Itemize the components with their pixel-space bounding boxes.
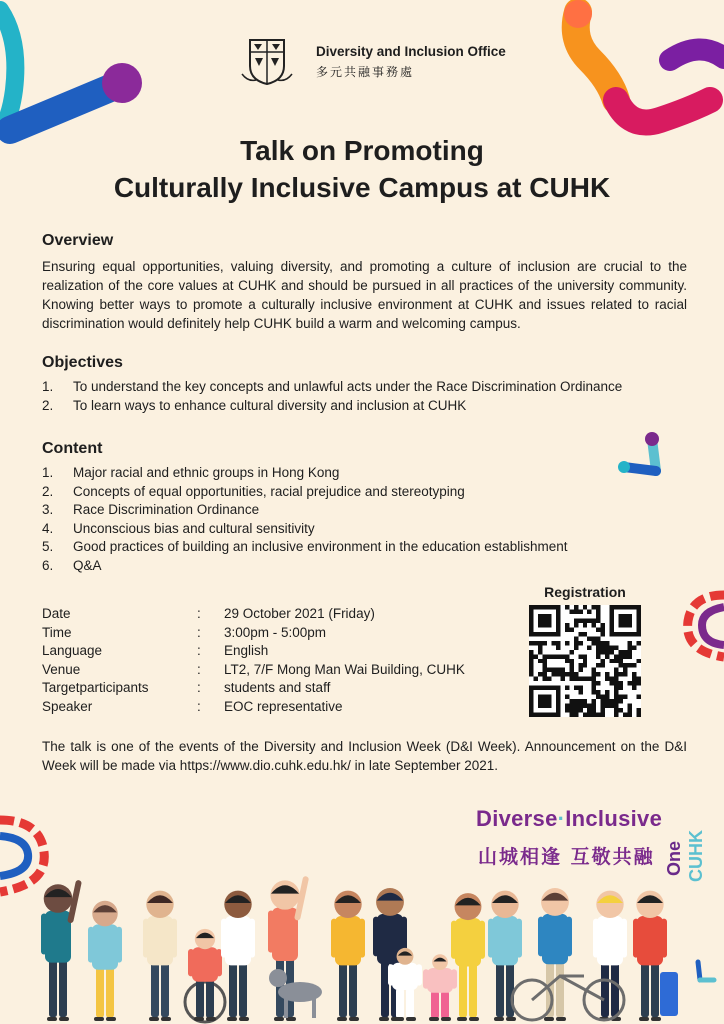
cuhk-crest-icon xyxy=(240,36,294,86)
detail-label: Targetparticipants xyxy=(42,680,149,696)
item-number: 1. xyxy=(42,379,54,394)
list-item xyxy=(42,501,568,520)
detail-value: 3:00pm - 5:00pm xyxy=(224,624,327,640)
detail-separator: : xyxy=(197,661,201,677)
item-number: 4. xyxy=(42,520,54,536)
footnote-text: The talk is one of the events of the Diversity and Inclusion Week (D&I Week). Announcement on the D&I Week will be made via https://www.dio.cuhk.edu.hk/ in late September 2021. xyxy=(42,739,687,773)
detail-value: English xyxy=(224,643,269,659)
detail-label: Date xyxy=(42,606,71,621)
item-text: To understand the key concepts and unlawful acts under the Race Discrimination Ordinance xyxy=(73,379,623,394)
office-header xyxy=(238,34,506,86)
detail-separator: : xyxy=(197,624,201,640)
item-number: 3. xyxy=(42,502,54,517)
list-item xyxy=(42,520,568,539)
detail-separator: : xyxy=(197,698,201,714)
top-right-ribbon-decoration xyxy=(540,0,724,150)
detail-row-venue xyxy=(42,661,502,680)
top-left-ribbon-decoration xyxy=(0,0,160,150)
item-text: Q&A xyxy=(73,557,102,573)
overview-heading: Overview xyxy=(42,232,114,249)
list-item xyxy=(42,483,568,502)
detail-label: Speaker xyxy=(42,698,93,714)
list-item xyxy=(42,557,568,576)
item-text: Unconscious bias and cultural sensitivity xyxy=(73,520,315,536)
item-text: Major racial and ethnic groups in Hong Kong xyxy=(73,465,340,480)
right-tick-decoration xyxy=(610,425,670,485)
office-name-en: Diversity and Inclusion Office xyxy=(316,44,506,59)
detail-separator: : xyxy=(197,680,201,696)
item-number: 2. xyxy=(42,483,54,499)
office-name-zh: 多元共融事務處 xyxy=(316,65,415,79)
detail-value: students and staff xyxy=(224,680,331,696)
detail-row-speaker xyxy=(42,698,502,717)
diverse-people-illustration xyxy=(0,850,724,1024)
registration-label: Registration xyxy=(544,584,626,600)
item-number: 1. xyxy=(42,465,54,480)
item-text: Good practices of building an inclusive environment in the education establishment xyxy=(73,539,568,554)
brand-one: One xyxy=(664,840,684,876)
list-item xyxy=(42,397,622,416)
detail-row-date xyxy=(42,605,502,624)
detail-separator: : xyxy=(197,606,201,621)
item-text: Race Discrimination Ordinance xyxy=(73,502,260,517)
detail-value: LT2, 7/F Mong Man Wai Building, CUHK xyxy=(224,661,465,677)
event-details xyxy=(42,605,502,717)
brand-word-diverse: Diverse xyxy=(476,806,558,831)
item-number: 6. xyxy=(42,557,54,573)
detail-label: Venue xyxy=(42,661,81,677)
bottom-right-tick-decoration xyxy=(692,958,718,988)
content-list xyxy=(42,464,568,575)
objectives-list xyxy=(42,378,622,415)
list-item xyxy=(42,378,622,397)
brand-slogan-zh: 山城相逢 互敬共融 xyxy=(478,846,655,868)
item-text: To learn ways to enhance cultural diversity and inclusion at CUHK xyxy=(73,397,467,413)
detail-value: 29 October 2021 (Friday) xyxy=(224,606,375,621)
item-number: 5. xyxy=(42,539,54,554)
left-ring-decoration xyxy=(0,810,56,900)
overview-text: Ensuring equal opportunities, valuing diversity, and promoting a culture of inclusion are crucial to the realization of the core values at CUHK and should be pursued in all practices of the university community. Knowing better ways to promote a culturally inclusive environment at CUHK and issues related to racial discrimination would definitely help CUHK build a warm and welcoming campus. xyxy=(42,259,687,331)
right-ring-decoration xyxy=(672,585,724,669)
registration-block xyxy=(527,584,643,717)
title-line-1: Talk on Promoting xyxy=(240,135,484,166)
brand-slogan xyxy=(476,806,724,882)
qr-code-icon[interactable] xyxy=(529,605,641,717)
item-number: 2. xyxy=(42,397,54,413)
content-heading: Content xyxy=(42,440,103,457)
detail-label: Language xyxy=(42,643,103,659)
detail-separator: : xyxy=(197,643,201,659)
detail-row-participants xyxy=(42,679,502,698)
brand-cuhk: CUHK xyxy=(686,830,706,882)
list-item xyxy=(42,464,568,483)
one-cuhk-mark xyxy=(656,820,722,880)
brand-word-inclusive: Inclusive xyxy=(565,806,663,831)
objectives-heading: Objectives xyxy=(42,354,123,371)
title-line-2: Culturally Inclusive Campus at CUHK xyxy=(113,172,611,203)
detail-value: EOC representative xyxy=(224,698,343,714)
detail-row-time xyxy=(42,624,502,643)
detail-label: Time xyxy=(42,624,72,640)
brand-dot: · xyxy=(557,806,566,831)
page-title xyxy=(0,132,724,206)
detail-row-language xyxy=(42,642,502,661)
brand-slogan-en xyxy=(476,806,662,832)
list-item xyxy=(42,538,568,557)
item-text: Concepts of equal opportunities, racial prejudice and stereotyping xyxy=(73,483,465,499)
